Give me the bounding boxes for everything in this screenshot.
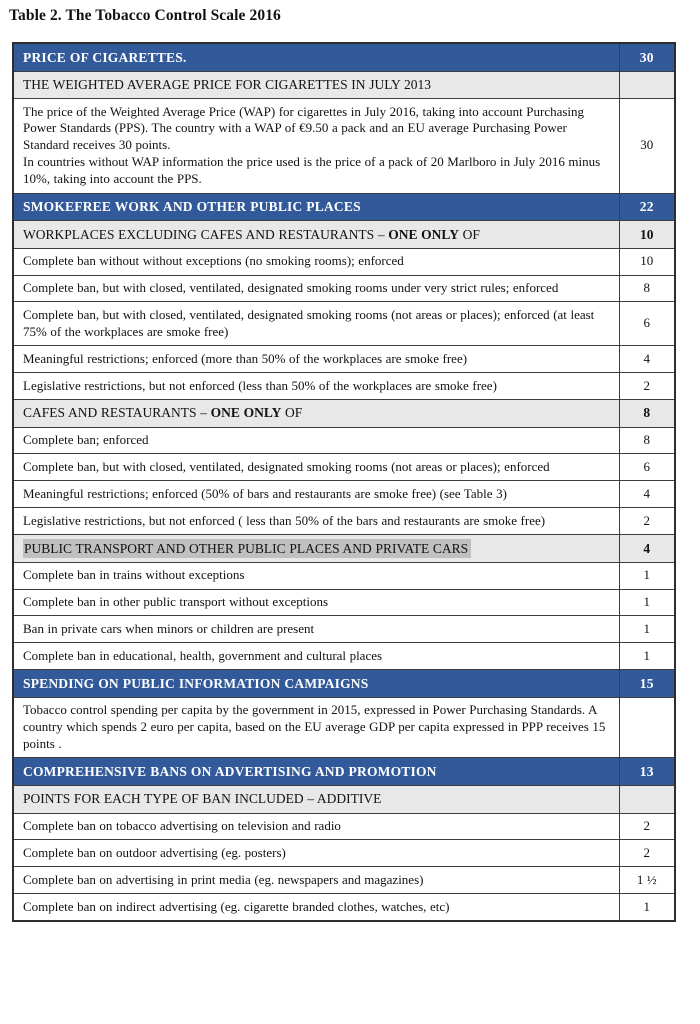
description-text: Complete ban, but with closed, ventilated, designated smoking rooms (not areas or places); enforced	[23, 458, 550, 474]
row-description	[13, 589, 619, 616]
row-description	[13, 508, 619, 535]
row-description	[13, 71, 619, 99]
row-description	[13, 221, 619, 249]
row-points: 30	[619, 43, 675, 71]
row-points: 1	[619, 894, 675, 921]
row-description	[13, 302, 619, 346]
row-description	[13, 43, 619, 71]
description-text: PRICE OF CIGARETTES.	[23, 49, 187, 65]
row-points: 2	[619, 373, 675, 400]
table-row-item	[13, 697, 675, 758]
description-text: Complete ban in trains without exceptions	[23, 567, 245, 583]
row-points: 6	[619, 302, 675, 346]
row-points: 13	[619, 758, 675, 786]
row-points: 10	[619, 221, 675, 249]
row-points: 22	[619, 193, 675, 221]
description-text: Legislative restrictions, but not enforced ( less than 50% of the bars and restaurants are smoke free)	[23, 512, 546, 528]
table-row-section	[13, 670, 675, 698]
table-row-item	[13, 867, 675, 894]
row-description	[13, 758, 619, 786]
row-points: 8	[619, 399, 675, 427]
description-text: Complete ban in educational, health, government and cultural places	[23, 647, 383, 663]
description-text: Legislative restrictions, but not enforced (less than 50% of the workplaces are smoke free)	[23, 377, 497, 393]
row-description	[13, 867, 619, 894]
description-text: CAFES AND RESTAURANTS –	[23, 405, 211, 421]
description-text: Complete ban on advertising in print media (eg. newspapers and magazines)	[23, 871, 424, 887]
description-text: OF	[458, 226, 480, 242]
row-points: 4	[619, 346, 675, 373]
row-description	[13, 670, 619, 698]
description-text: OF	[281, 405, 303, 421]
table-row-subheader	[13, 71, 675, 99]
table-row-item	[13, 894, 675, 921]
row-points: 8	[619, 427, 675, 454]
description-text: Complete ban without without exceptions (no smoking rooms); enforced	[23, 253, 404, 269]
description-text: POINTS FOR EACH TYPE OF BAN INCLUDED – ADDITIVE	[23, 791, 382, 807]
table-row-item	[13, 643, 675, 670]
table-body	[13, 43, 675, 921]
description-text: Meaningful restrictions; enforced (more than 50% of the workplaces are smoke free)	[23, 350, 468, 366]
description-text: Complete ban; enforced	[23, 432, 149, 448]
table-row-item	[13, 427, 675, 454]
table-row-subheader	[13, 785, 675, 813]
description-text: Complete ban on outdoor advertising (eg. posters)	[23, 844, 286, 860]
row-points: 4	[619, 535, 675, 563]
description-text: In countries without WAP information the price used is the price of a pack of 20 Marlboro in July 2016 minus 10%, taking into account the PPS.	[23, 154, 601, 187]
row-points: 1 ½	[619, 867, 675, 894]
table-row-item	[13, 562, 675, 589]
table-row-item	[13, 373, 675, 400]
description-text: Complete ban on tobacco advertising on television and radio	[23, 818, 341, 834]
table-row-item	[13, 99, 675, 193]
row-description	[13, 840, 619, 867]
row-points: 1	[619, 589, 675, 616]
description-text: Tobacco control spending per capita by the government in 2015, expressed in Power Purchasing Standards. A country which spends 2 euro per capita, based on the EU average GDP per capita expressed in PPP receives 15 points .	[23, 702, 606, 752]
table-row-subheader	[13, 399, 675, 427]
row-points: 4	[619, 481, 675, 508]
table-row-item	[13, 589, 675, 616]
table-row-item	[13, 616, 675, 643]
row-points: 6	[619, 454, 675, 481]
table-row-item	[13, 508, 675, 535]
table-row-item	[13, 275, 675, 302]
table-row-item	[13, 454, 675, 481]
table-row-item	[13, 302, 675, 346]
description-text: SPENDING ON PUBLIC INFORMATION CAMPAIGNS	[23, 675, 369, 691]
row-description	[13, 248, 619, 275]
table-row-item	[13, 840, 675, 867]
row-description	[13, 275, 619, 302]
row-points: 1	[619, 562, 675, 589]
table-row-section	[13, 43, 675, 71]
page-title: Table 2. The Tobacco Control Scale 2016	[9, 7, 281, 24]
table-row-item	[13, 481, 675, 508]
row-description	[13, 193, 619, 221]
description-text: ONE ONLY	[388, 226, 459, 242]
row-description	[13, 427, 619, 454]
description-text: THE WEIGHTED AVERAGE PRICE FOR CIGARETTES IN JULY 2013	[23, 77, 432, 93]
row-description	[13, 813, 619, 840]
table-row-item	[13, 346, 675, 373]
table-row-section	[13, 193, 675, 221]
table-row-item	[13, 248, 675, 275]
row-description	[13, 99, 619, 193]
description-text: The price of the Weighted Average Price (WAP) for cigarettes in July 2016, taking into account Purchasing Power Standards (PPS). The country with a WAP of €9.50 a pack and an EU average Purchasing Power Standard receives 30 points.	[23, 103, 585, 153]
description-text: Meaningful restrictions; enforced (50% of bars and restaurants are smoke free) (see Table 3)	[23, 485, 507, 501]
row-points: 1	[619, 643, 675, 670]
row-description	[13, 616, 619, 643]
table-row-subheader	[13, 221, 675, 249]
description-text: WORKPLACES EXCLUDING CAFES AND RESTAURANTS –	[23, 226, 389, 242]
row-description	[13, 481, 619, 508]
row-description	[13, 373, 619, 400]
table-row-subheader	[13, 535, 675, 563]
row-description	[13, 697, 619, 758]
row-points	[619, 71, 675, 99]
description-text: COMPREHENSIVE BANS ON ADVERTISING AND PROMOTION	[23, 763, 437, 779]
row-points: 2	[619, 840, 675, 867]
description-text: ONE ONLY	[210, 405, 282, 421]
row-description	[13, 894, 619, 921]
description-text: Ban in private cars when minors or children are present	[23, 620, 315, 636]
row-description	[13, 454, 619, 481]
row-points: 8	[619, 275, 675, 302]
row-description	[13, 399, 619, 427]
row-points: 15	[619, 670, 675, 698]
row-description	[13, 535, 619, 563]
row-description	[13, 562, 619, 589]
description-text: Complete ban on indirect advertising (eg. cigarette branded clothes, watches, etc)	[23, 898, 450, 914]
description-text: Complete ban, but with closed, ventilated, designated smoking rooms under very strict rules; enforced	[23, 280, 559, 296]
row-points	[619, 785, 675, 813]
row-points: 10	[619, 248, 675, 275]
row-points: 30	[619, 99, 675, 193]
row-description	[13, 785, 619, 813]
row-points	[619, 697, 675, 758]
table-row-item	[13, 813, 675, 840]
description-text: Complete ban in other public transport without exceptions	[23, 594, 329, 610]
row-points: 2	[619, 508, 675, 535]
description-text: SMOKEFREE WORK AND OTHER PUBLIC PLACES	[23, 199, 361, 215]
description-text: PUBLIC TRANSPORT AND OTHER PUBLIC PLACES AND PRIVATE CARS	[23, 539, 471, 558]
description-text: Complete ban, but with closed, ventilated, designated smoking rooms (not areas or places); enforced (at least 75% of the workplaces are smoke free)	[23, 306, 595, 339]
row-description	[13, 643, 619, 670]
row-description	[13, 346, 619, 373]
tobacco-control-scale-table	[12, 42, 676, 922]
row-points: 2	[619, 813, 675, 840]
table-row-section	[13, 758, 675, 786]
row-points: 1	[619, 616, 675, 643]
